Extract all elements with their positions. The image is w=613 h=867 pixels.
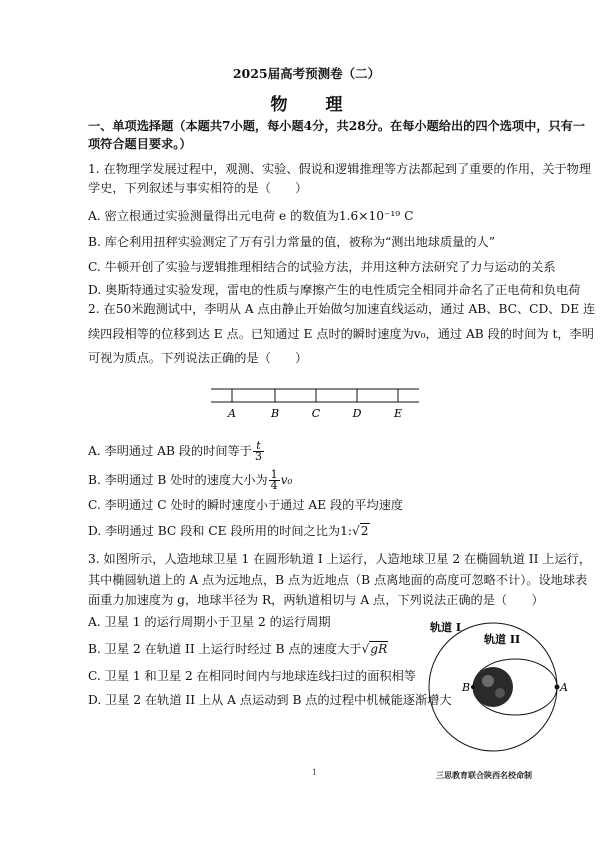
q3-stem-line1: 3. 如图所示，人造地球卫星 1 在圆形轨道 I 上运行，人造地球卫星 2 在椭圆轨道 II 上运行， xyxy=(88,552,592,566)
orbit-diagram xyxy=(420,615,570,755)
fraction-denominator: 4 xyxy=(270,479,278,492)
q1-option-b: B. 库仑利用扭秤实验测定了万有引力常量的值，被称为“测出地球质量的人” xyxy=(88,235,495,249)
publisher-note: 三思教育联合陕西名校命制 xyxy=(436,770,532,780)
fraction xyxy=(269,470,280,491)
q1-stem-line2: 学史，下列叙述与事实相符的是（ ） xyxy=(88,181,308,195)
track-label-c: C xyxy=(311,407,321,420)
point-a-dot xyxy=(555,685,560,690)
q2-stem-line2: 续四段相等的位移到达 E 点。已知通过 E 点时的瞬时速度为v₀，通过 AB 段的时间为 t，李明 xyxy=(88,327,594,341)
q2-option-a-text: A. 李明通过 AB 段的时间等于 xyxy=(88,444,252,458)
orbit-label-2: 轨道 II xyxy=(484,633,521,646)
track-label-a: A xyxy=(228,407,236,420)
q2-option-c: C. 李明通过 C 处时的瞬时速度小于通过 AE 段的平均速度 xyxy=(88,498,404,512)
fraction-denominator: 3 xyxy=(254,450,262,463)
q3-stem-line2: 其中椭圆轨道上的 A 点为远地点，B 点为近地点（B 点离地面的高度可忽略不计）。设地球表 xyxy=(88,573,588,587)
page-number: 1 xyxy=(312,768,318,777)
q1-option-a: A. 密立根通过实验测量得出元电荷 e 的数值为1.6×10⁻¹⁹ C xyxy=(88,209,414,223)
point-a-label: A xyxy=(560,681,568,694)
q3-option-b-text: B. 卫星 2 在轨道 II 上运行时经过 B 点的速度大于 xyxy=(88,642,362,656)
fraction-numerator: t xyxy=(253,441,264,452)
section-heading-line1: 一、单项选择题（本题共7小题，每小题4分，共28分。在每小题给出的四个选项中，只有一 xyxy=(88,119,586,133)
q3-stem-line3: 面重力加速度为 g，地球半径为 R，两轨道相切与 A 点，下列说法正确的是（ ） xyxy=(88,593,544,607)
track-label-b: B xyxy=(270,407,280,420)
q1-option-d: D. 奥斯特通过实验发现，雷电的性质与摩擦产生的电性质完全相同并命名了正电荷和负电荷 xyxy=(88,283,581,297)
q3-option-c: C. 卫星 1 和卫星 2 在相同时间内与地球连线扫过的面积相等 xyxy=(88,669,416,683)
earth-texture xyxy=(495,688,505,698)
exam-title: 2025届高考预测卷（二） xyxy=(232,66,381,81)
sqrt-sign: √ xyxy=(351,524,360,538)
subject-title: 物 理 xyxy=(270,95,359,115)
section-heading-line2: 项符合题目要求。） xyxy=(88,137,192,151)
q2-stem-line3: 可视为质点。下列说法正确的是（ ） xyxy=(88,351,308,365)
q2-option-d-text: D. 李明通过 BC 段和 CE 段所用的时间之比为1: xyxy=(88,524,352,538)
q3-option-b xyxy=(88,641,388,657)
point-b-dot xyxy=(471,685,475,689)
earth-texture xyxy=(482,675,494,687)
q3-option-d: D. 卫星 2 在轨道 II 上从 A 点运动到 B 点的过程中机械能逐渐增大 xyxy=(88,693,452,707)
q2-stem-line1: 2. 在50米跑测试中，李明从 A 点由静止开始做匀加速直线运动，通过 AB、BC、CD、DE 连 xyxy=(88,302,596,316)
q1-option-c: C. 牛顿开创了实验与逻辑推理相结合的试验方法，并用这种方法研究了力与运动的关系 xyxy=(88,260,556,274)
fraction-numerator: 1 xyxy=(270,468,278,481)
track-label-d: D xyxy=(352,407,362,420)
orbit-label-1: 轨道 I xyxy=(430,621,461,634)
q2-option-a xyxy=(88,441,265,462)
q3-option-a: A. 卫星 1 的运行周期小于卫星 2 的运行周期 xyxy=(88,615,331,629)
earth-icon xyxy=(473,667,513,707)
fraction xyxy=(253,441,264,462)
q1-stem-line1: 1. 在物理学发展过程中，观测、实验、假说和逻辑推理等方法都起到了重要的作用，关于物理 xyxy=(88,162,592,176)
q2-option-b-suffix: v₀ xyxy=(280,473,293,487)
point-b-label: B xyxy=(462,681,471,694)
track-diagram xyxy=(205,380,425,425)
sqrt-radicand: gR xyxy=(370,642,388,656)
sqrt-sign: √ xyxy=(361,642,370,656)
sqrt-radicand: 2 xyxy=(360,524,369,538)
q2-option-b xyxy=(88,470,292,491)
q2-option-d xyxy=(88,523,370,539)
q2-option-b-text: B. 李明通过 B 处时的速度大小为 xyxy=(88,473,268,487)
track-label-e: E xyxy=(393,407,403,420)
